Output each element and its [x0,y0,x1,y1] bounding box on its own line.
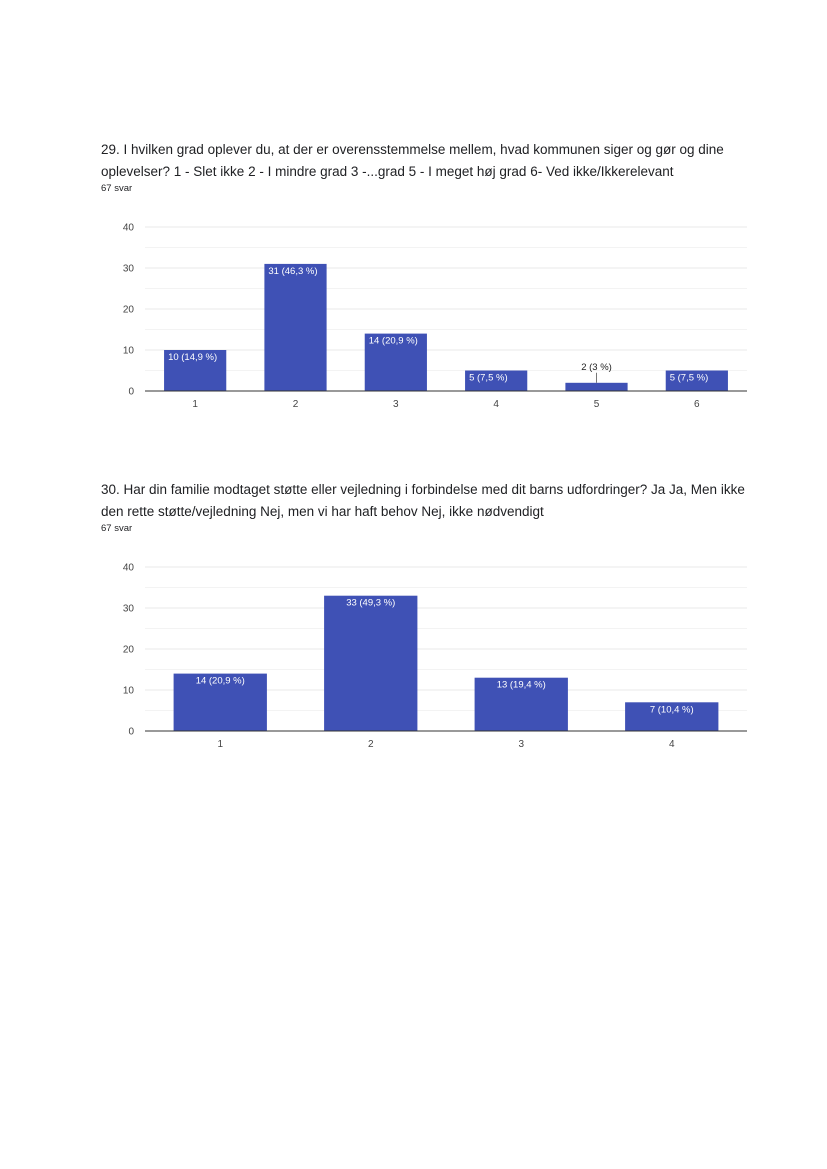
y-tick-label: 20 [122,304,134,316]
question-29 [101,139,761,194]
bar [324,596,417,731]
x-tick-label: 2 [367,739,374,750]
question-title: 30. Har din familie modtaget støtte eller vejledning i forbindelse med dit barns udfordringer? Ja Ja, Men ikke den rette støtte/vejledning Nej, men vi har haft behov Nej, ikke nødvendigt [101,482,745,519]
x-tick-label: 3 [393,399,399,410]
x-tick-label: 5 [593,399,600,410]
x-tick-label: 4 [668,739,675,750]
y-tick-label: 10 [122,345,134,357]
data-label: 2 (3 %) [581,361,612,373]
data-label: 33 (49,3 %) [346,597,396,609]
x-tick-label: 3 [518,739,525,750]
data-label: 10 (14,9 %) [168,352,218,363]
question-title: 29. I hvilken grad oplever du, at der er overensstemmelse mellem, hvad kommunen siger og gør og dine oplevelser? 1 - Slet ikke 2 - I mindre grad 3 -...grad 5 - I meget høj grad 6- Ved ikke/Ikkerelevant [101,142,724,179]
x-tick-label: 6 [694,399,700,410]
data-label: 14 (20,9 %) [368,335,418,347]
y-tick-label: 30 [122,603,134,615]
x-tick-label: 1 [217,739,224,750]
bar-chart-q30 [101,555,761,755]
data-label: 5 (7,5 %) [469,372,508,384]
bar-chart-q29 [101,215,761,415]
data-label: 13 (19,4 %) [496,679,546,691]
x-tick-label: 1 [192,399,198,410]
y-tick-label: 40 [122,222,134,234]
x-tick-label: 4 [493,399,499,410]
x-tick-label: 2 [292,399,299,410]
y-tick-label: 40 [122,562,134,574]
y-tick-label: 30 [122,263,134,275]
y-tick-label: 0 [128,386,134,398]
bar [565,383,627,391]
y-tick-label: 0 [128,726,134,738]
y-tick-label: 20 [122,644,134,656]
data-label: 5 (7,5 %) [669,372,709,384]
data-label: 14 (20,9 %) [195,675,245,687]
data-label: 7 (10,4 %) [649,704,694,716]
response-count: 67 svar [101,183,133,194]
response-count: 67 svar [101,523,133,534]
y-tick-label: 10 [122,685,134,697]
data-label: 31 (46,3 %) [268,265,318,277]
bar [264,264,326,391]
question-30 [101,479,761,534]
